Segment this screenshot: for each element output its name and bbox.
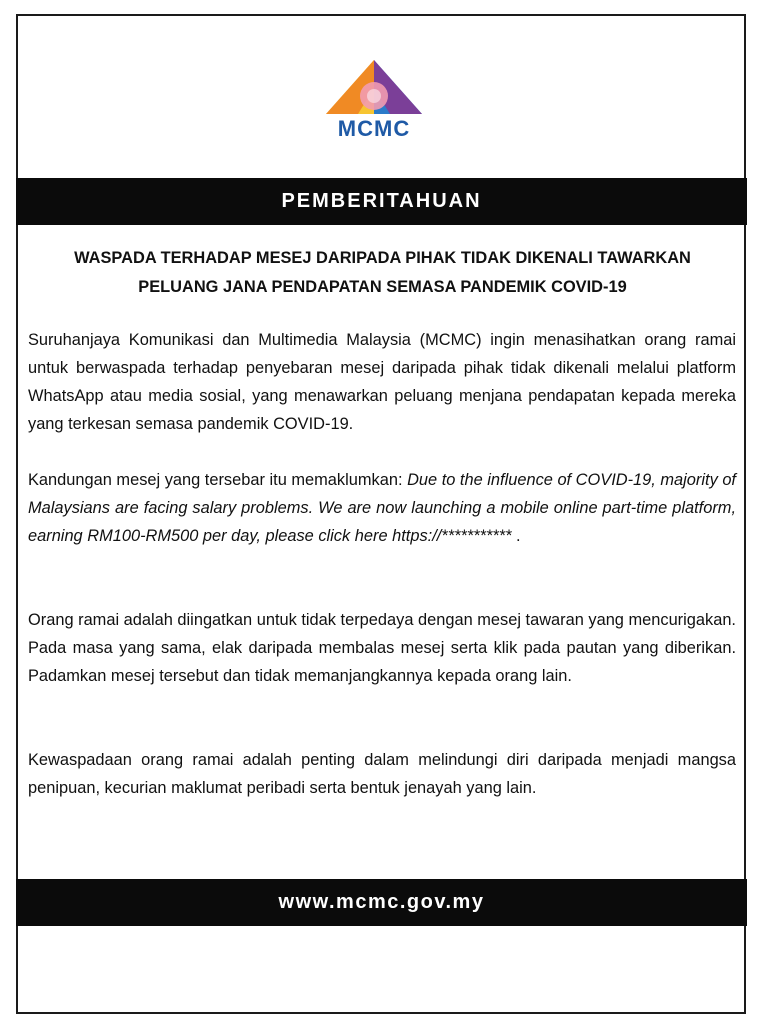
paragraph-2	[28, 466, 736, 550]
mcmc-logo	[318, 58, 430, 142]
footer-bar	[16, 879, 747, 926]
paragraph-3: Orang ramai adalah diingatkan untuk tidak terpedaya dengan mesej tawaran yang mencurigakan. Pada masa yang sama, elak daripada membalas mesej serta klik pada pautan yang diberikan. Padamkan mesej tersebut dan tidak memanjangkannya kepada orang lain.	[28, 611, 736, 685]
paragraph-1: Suruhanjaya Komunikasi dan Multimedia Malaysia (MCMC) ingin menasihatkan orang ramai untuk berwaspada terhadap penyebaran mesej daripada pihak tidak dikenali melalui platform WhatsApp atau media sosial, yang menawarkan peluang menjana pendapatan kepada mereka yang terkesan semasa pandemik COVID-19.	[28, 331, 736, 433]
paragraph-2-end: .	[511, 527, 521, 545]
headline-line-2: PELUANG JANA PENDAPATAN SEMASA PANDEMIK COVID-19	[138, 278, 627, 296]
mcmc-logo-icon	[318, 58, 430, 142]
scam-message-quote: Due to the influence of COVID-19, majority of Malaysians are facing salary problems. We are now launching a mobile online part-time platform, earning RM100-RM500 per day, please click here https://***********	[28, 471, 736, 545]
paragraph-4: Kewaspadaan orang ramai adalah penting dalam melindungi diri daripada menjadi mangsa penipuan, kecurian maklumat peribadi serta bentuk jenayah yang lain.	[28, 751, 736, 797]
logo-text: MCMC	[337, 116, 411, 141]
notice-headline	[30, 244, 735, 302]
notice-title-bar	[16, 178, 747, 225]
headline-line-1: WASPADA TERHADAP MESEJ DARIPADA PIHAK TIDAK DIKENALI TAWARKAN	[74, 249, 691, 267]
footer-url: www.mcmc.gov.my	[278, 891, 485, 913]
paragraph-2-lead: Kandungan mesej yang tersebar itu memaklumkan:	[28, 471, 408, 489]
notice-title: PEMBERITAHUAN	[281, 190, 482, 212]
